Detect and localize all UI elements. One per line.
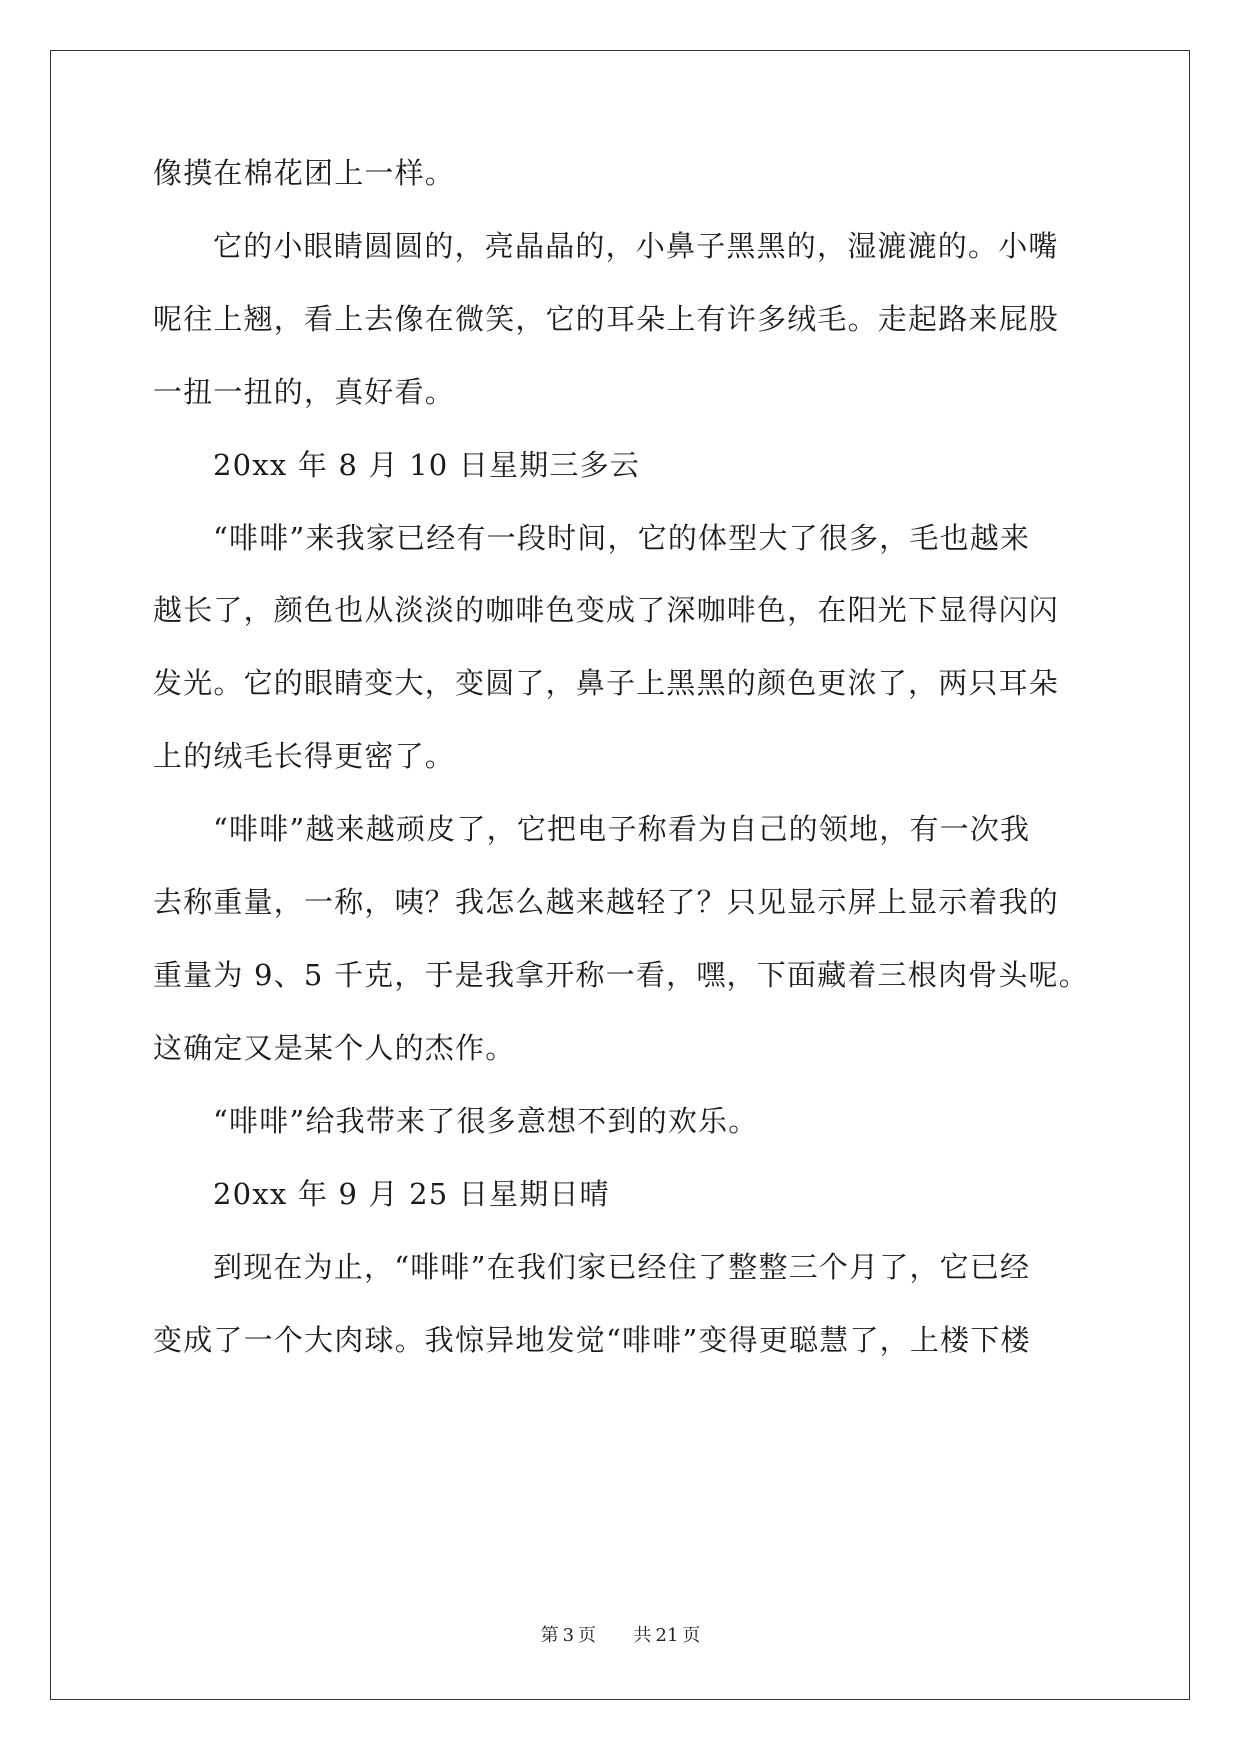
text-line: 一扭一扭的，真好看。 bbox=[153, 375, 456, 409]
page-label-suffix: 页 bbox=[578, 1625, 597, 1646]
text-line: “啡啡”越来越顽皮了，它把电子称看为自己的领地，有一次我 bbox=[213, 812, 1031, 846]
text-line: 重量为 9、5 千克，于是我拿开称一看，嘿，下面藏着三根肉骨头呢。 bbox=[153, 958, 1089, 992]
text-line: 上的绒毛长得更密了。 bbox=[153, 739, 456, 773]
page-border bbox=[50, 50, 1190, 1700]
total-label-suffix: 页 bbox=[682, 1625, 701, 1646]
text-line: “啡啡”给我带来了很多意想不到的欢乐。 bbox=[213, 1104, 759, 1138]
text-line: 像摸在棉花团上一样。 bbox=[153, 156, 456, 190]
text-line: 这确定又是某个人的杰作。 bbox=[153, 1031, 516, 1065]
text-line: 发光。它的眼睛变大，变圆了，鼻子上黑黑的颜色更浓了，两只耳朵 bbox=[153, 666, 1060, 700]
text-line: 越长了，颜色也从淡淡的咖啡色变成了深咖啡色，在阳光下显得闪闪 bbox=[153, 593, 1060, 627]
page-number: 3 bbox=[562, 1625, 575, 1646]
text-line: 去称重量，一称，咦？我怎么越来越轻了？只见显示屏上显示着我的 bbox=[153, 885, 1060, 919]
text-line: 到现在为止，“啡啡”在我们家已经住了整整三个月了，它已经 bbox=[213, 1250, 1031, 1284]
text-line: “啡啡”来我家已经有一段时间，它的体型大了很多，毛也越来 bbox=[213, 521, 1031, 555]
text-line: 它的小眼睛圆圆的，亮晶晶的，小鼻子黑黑的，湿漉漉的。小嘴 bbox=[213, 229, 1059, 263]
page-footer bbox=[0, 1624, 1241, 1648]
total-pages: 21 bbox=[655, 1625, 679, 1646]
diary-date-heading: 20xx 年 9 月 25 日星期日晴 bbox=[213, 1177, 610, 1211]
page-label-prefix: 第 bbox=[540, 1625, 559, 1646]
total-label-prefix: 共 bbox=[633, 1625, 652, 1646]
text-line: 呢往上翘，看上去像在微笑，它的耳朵上有许多绒毛。走起路来屁股 bbox=[153, 302, 1060, 336]
text-line: 变成了一个大肉球。我惊异地发觉“啡啡”变得更聪慧了，上楼下楼 bbox=[153, 1323, 1031, 1357]
diary-date-heading: 20xx 年 8 月 10 日星期三多云 bbox=[213, 448, 641, 482]
